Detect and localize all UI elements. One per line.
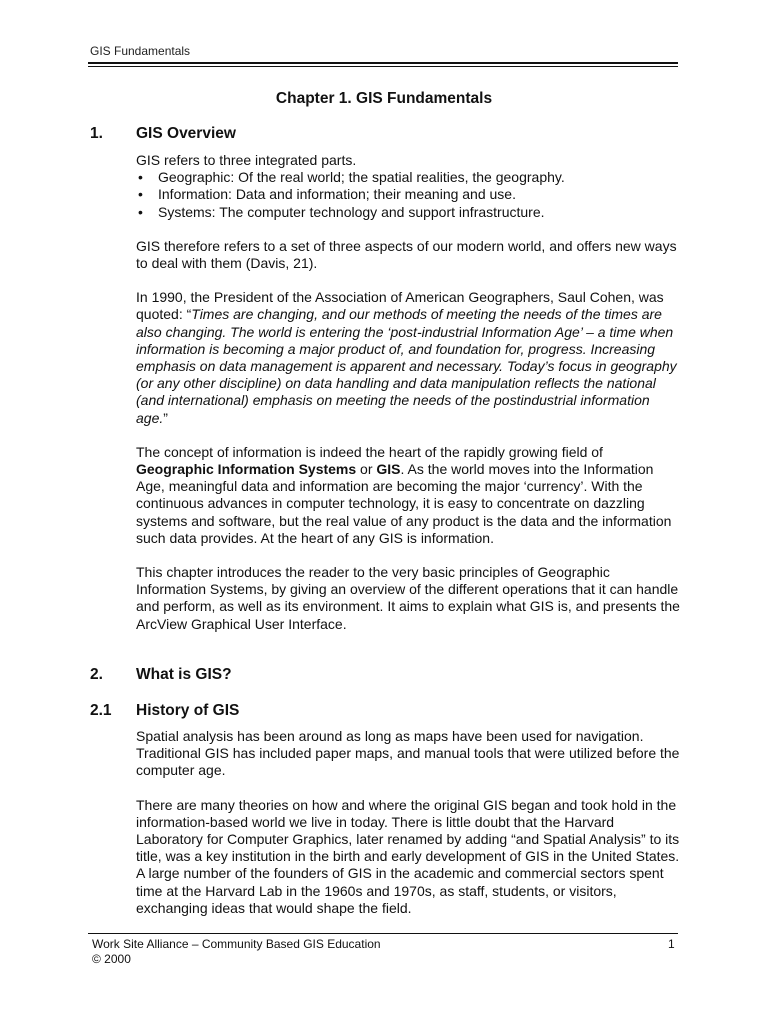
list-item: • Information: Data and information; their meaning and use. xyxy=(136,186,681,203)
section-number: 1. xyxy=(90,125,103,142)
section-title: What is GIS? xyxy=(136,666,232,683)
page-number: 1 xyxy=(668,937,675,951)
chapter-title: Chapter 1. GIS Fundamentals xyxy=(275,90,493,107)
quote-text: Times are changing, and our methods of meeting the needs of the times are also changing. The world is entering the ‘post-industrial Information Age’ – a time when information is becoming a major product of, and foundation for, progress. Increasing emphasis on data management is apparent and necessary. Today’s focus in geography (or any other discipline) on data handling and data manipulation reflects the national (and international) emphasis on meeting the needs of the postindustrial information age. xyxy=(136,306,677,426)
list-item: • Systems: The computer technology and support infrastructure. xyxy=(136,204,681,221)
section-heading-history xyxy=(90,702,239,720)
section-title: History of GIS xyxy=(136,702,240,719)
information-paragraph xyxy=(136,444,681,547)
text-run: The concept of information is indeed the heart of the rapidly growing field of xyxy=(136,443,603,460)
section-heading-what-is-gis xyxy=(90,666,232,684)
running-header: GIS Fundamentals xyxy=(90,44,191,58)
header-rule-thin xyxy=(88,66,678,67)
text-run: or xyxy=(356,461,377,478)
history-paragraph: Spatial analysis has been around as long as maps have been used for navigation. Traditional GIS has included paper maps, and manual tools that were utilized before the computer age. xyxy=(136,728,680,779)
bold-term: GIS xyxy=(376,461,401,478)
quote-close: ” xyxy=(163,409,168,426)
list-item: • Geographic: Of the real world; the spatial realities, the geography. xyxy=(136,169,681,186)
bold-term: Geographic Information Systems xyxy=(136,461,357,478)
section-number: 2.1 xyxy=(90,702,112,719)
history-paragraph: There are many theories on how and where the original GIS began and took hold in the information-based world we live in today. There is little doubt that the Harvard Laboratory for Computer Graphics, later renamed by adding “and Spatial Analysis” to its title, was a key institution in the birth and early development of GIS in the United States. A large number of the founders of GIS in the academic and commercial sectors spent time at the Harvard Lab in the 1960s and 1970s, as staff, students, or visitors, exchanging ideas that would shape the field. xyxy=(136,796,680,916)
history-body xyxy=(136,728,681,917)
footer-text: Work Site Alliance – Community Based GIS Education xyxy=(92,937,381,951)
overview-body xyxy=(136,152,681,633)
overview-intro: GIS refers to three integrated parts. xyxy=(136,152,357,168)
quote-lead-in: In 1990, the President of the Association of American Geographers, Saul Cohen, was quoted: “ xyxy=(136,289,664,323)
footer-rule xyxy=(88,933,678,934)
bullet-list xyxy=(136,169,681,221)
copyright: © 2000 xyxy=(92,952,131,966)
section-heading-overview xyxy=(90,125,236,143)
text-run: . As the world moves into the Information Age, meaningful data and information are becoming the major ‘currency’. With the continuous advances in computer technology, it is easy to concentrate on dazzling systems and software, but the real value of any product is the data and the information such data provides. At the heart of any GIS is information. xyxy=(136,461,672,546)
section-title: GIS Overview xyxy=(136,125,236,142)
section-number: 2. xyxy=(90,666,103,683)
chapter-intro-paragraph: This chapter introduces the reader to the very basic principles of Geographic Information Systems, by giving an overview of the different operations that it can handle and perform, as well as its environment. It aims to explain what GIS is, and presents the ArcView Graphical User Interface. xyxy=(136,564,680,632)
header-rule-thick xyxy=(88,62,678,64)
overview-paragraph: GIS therefore refers to a set of three aspects of our modern world, and offers new ways to deal with them (Davis, 21). xyxy=(136,237,677,272)
cohen-quote-paragraph xyxy=(136,289,681,427)
